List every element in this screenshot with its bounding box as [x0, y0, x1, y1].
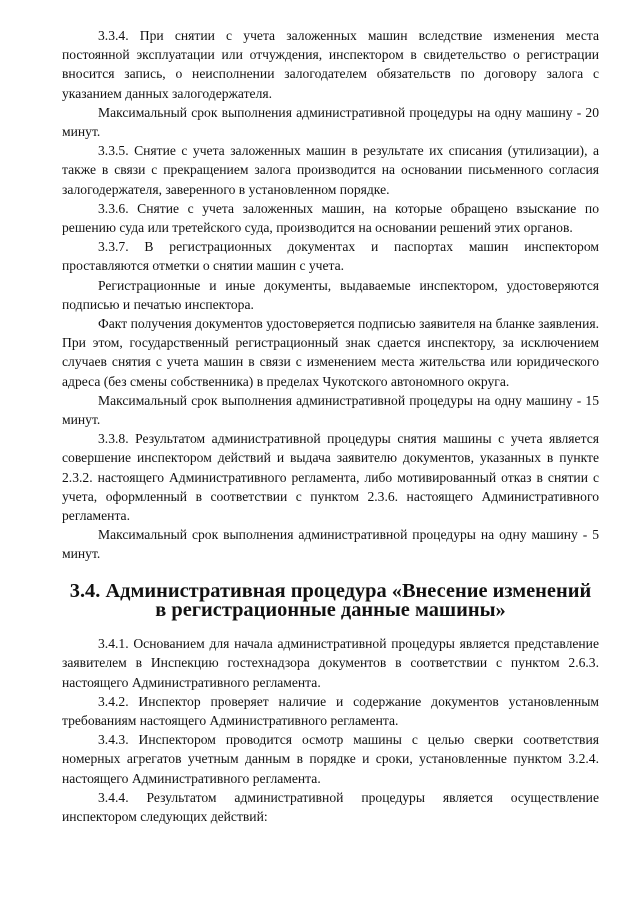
paragraph-3-3-6: 3.3.6. Снятие с учета заложенных машин, на которые обращено взыскание по решению суда или третейского суда, производится на основании решений этих органов. — [62, 200, 599, 236]
paragraph-3-4-1: 3.4.1. Основанием для начала административной процедуры является представление заявителем в Инспекцию гостехнадзора документов в соответствии с пунктом 2.6.3. настоящего Административного регламента. — [62, 636, 599, 690]
paragraph-documents-signature: Регистрационные и иные документы, выдаваемые инспектором, удостоверяются подписью и печатью инспектора. — [62, 277, 599, 312]
paragraph-3-3-5: 3.3.5. Снятие с учета заложенных машин в результате их списания (утилизации), а также в связи с прекращением залога производится на основании письменного согласия залогодержателя, заверенного в установленном порядке. — [62, 143, 599, 197]
paragraph-3-3-4: 3.3.4. При снятии с учета заложенных машин вследствие изменения места постоянной эксплуатации или отчуждения, инспектором в свидетельство о регистрации вносится запись, о неисполнении залогодателем обязательств по договору залога с указанием данных залогодержателя. — [62, 28, 599, 101]
document-page — [62, 26, 599, 826]
paragraph-max-time-5: Максимальный срок выполнения административной процедуры на одну машину - 5 минут. — [62, 527, 599, 562]
paragraph-3-4-4: 3.4.4. Результатом административной процедуры является осуществление инспектором следующих действий: — [62, 789, 599, 824]
paragraph-3-3-8: 3.3.8. Результатом административной процедуры снятия машины с учета является совершение инспектором действий и выдача заявителю документов, указанных в пункте 2.3.2. настоящего Административного регламента, либо мотивированный отказ в снятии с учета, оформленный в соответствии с пунктом 2.3.6. настоящего Административного регламента. — [62, 431, 599, 524]
paragraph-max-time-15: Максимальный срок выполнения административной процедуры на одну машину - 15 минут. — [62, 392, 599, 428]
paragraph-3-3-7: 3.3.7. В регистрационных документах и паспортах машин инспектором проставляются отметки о снятии машин с учета. — [62, 239, 599, 274]
paragraph-receipt-fact: Факт получения документов удостоверяется подписью заявителя на бланке заявления. При этом, государственный регистрационный знак сдается инспектору, за исключением случаев снятия с учета машин в связи с изменением места жительства или юридического адреса (без смены собственника) в пределах Чукотского автономного округа. — [62, 316, 599, 389]
paragraph-3-4-3: 3.4.3. Инспектором проводится осмотр машины с целью сверки соответствия номерных агрегатов учетным данным в порядке и сроки, установленные пунктом 3.2.4. настоящего Административного регламента. — [62, 732, 599, 786]
section-title-3-4: 3.4. Административная процедура «Внесение изменений в регистрационные данные машины» — [69, 579, 592, 621]
paragraph-max-time-20: Максимальный срок выполнения административной процедуры на одну машину - 20 минут. — [62, 104, 599, 140]
paragraph-3-4-2: 3.4.2. Инспектор проверяет наличие и содержание документов установленным требованиям настоящего Административного регламента. — [62, 693, 599, 728]
